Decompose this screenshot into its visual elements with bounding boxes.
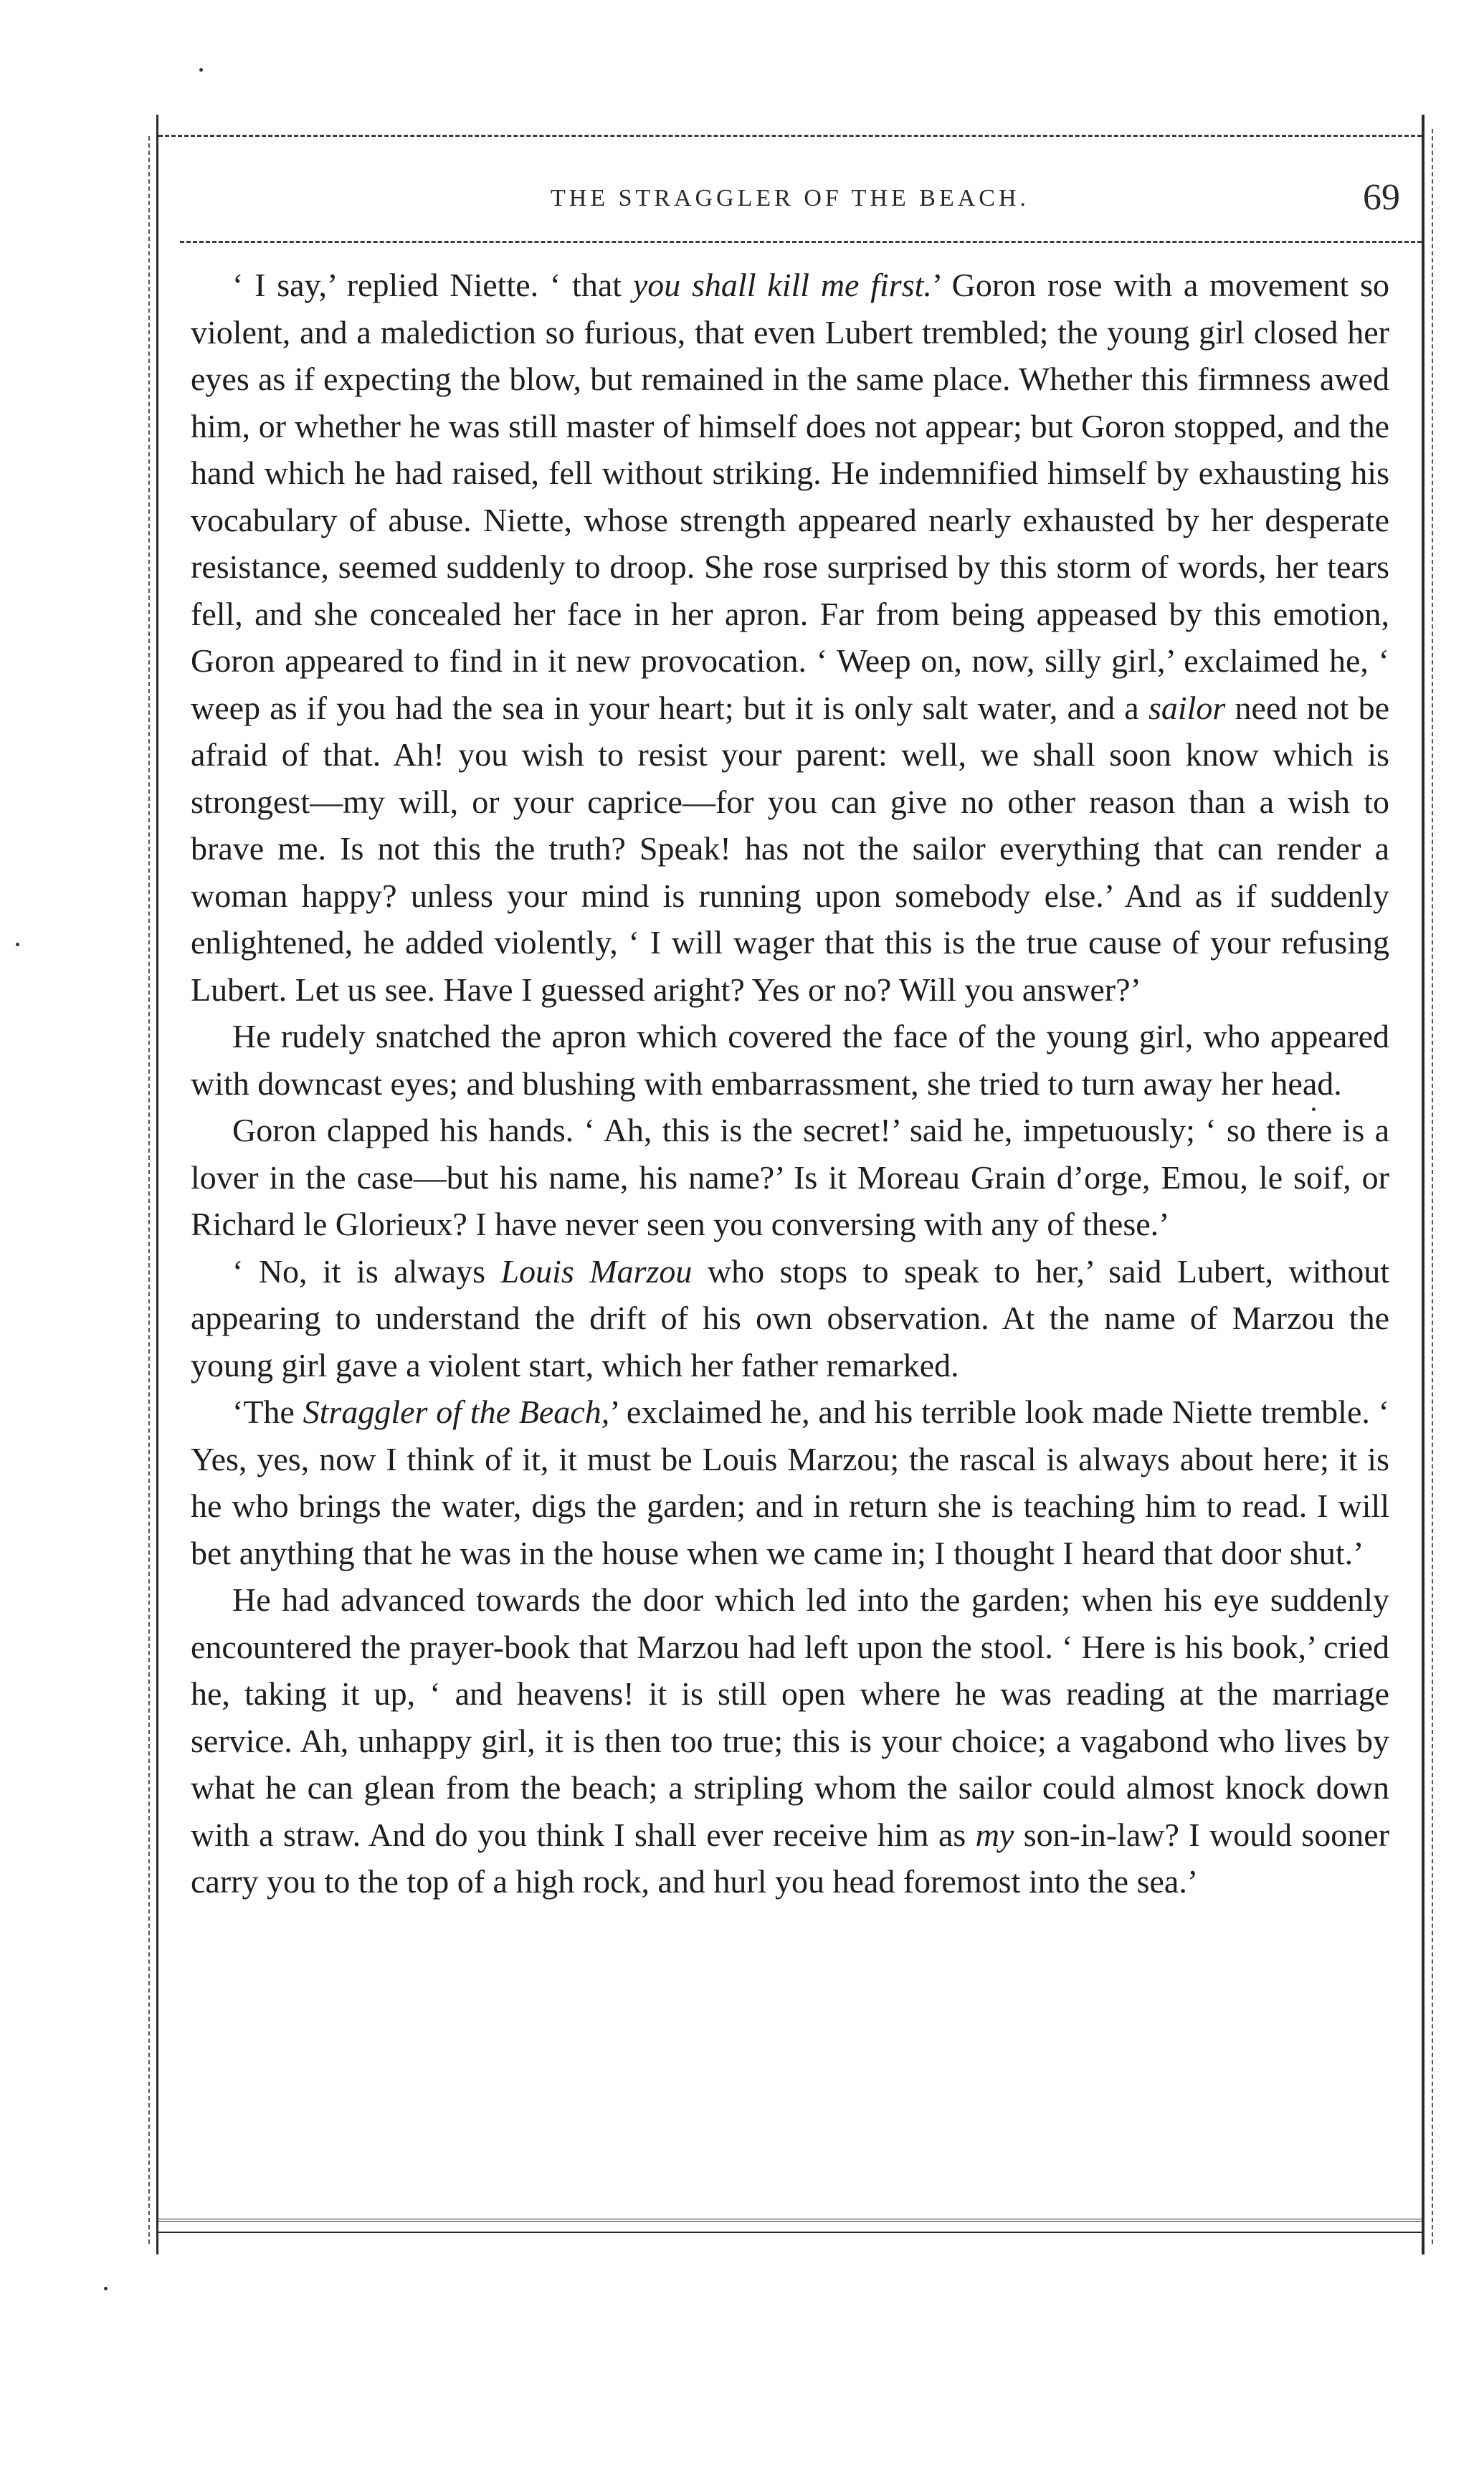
text-run: Goron clapped his hands. ‘ Ah, this is the secret!’ said he, impetuously; ‘ so there is a lover in the case—but his name, his name?’ Is it Moreau Grain d’orge, Emou, le soif, or Richard le Glorieux? I have never seen you conversing with any of these.’ xyxy=(191,1112,1389,1242)
frame-border-left xyxy=(148,136,150,2244)
running-head: THE STRAGGLER OF THE BEACH. xyxy=(551,185,1029,211)
top-rule xyxy=(158,135,1422,137)
body-text xyxy=(191,262,1389,1905)
italic-text: you shall kill me first. xyxy=(632,267,932,303)
text-run: He had advanced towards the door which led into the garden; when his eye suddenly encountered the prayer-book that Marzou had left upon the stool. ‘ Here is his book,’ cried he, taking it up, ‘ and heavens! it is still open where he was reading at the marriage service. Ah, unhappy girl, it is then too true; this is your choice; a vagabond who lives by what he can glean from the beach; a stripling whom the sailor could almost knock down with a straw. And do you think I shall ever receive him as xyxy=(191,1581,1389,1853)
paragraph xyxy=(191,1576,1389,1905)
paragraph xyxy=(191,1107,1389,1248)
text-run: ’ exclaimed he, and his terrible look made Niette tremble. ‘ Yes, yes, now I think of it, it must be Louis Marzou; the rascal is always about here; it is he who brings the water, digs the garden; and in return she is teaching him to read. I will bet anything that he was in the house when we came in; I thought I heard that door shut.’ xyxy=(191,1394,1389,1571)
text-run: ‘The xyxy=(232,1394,303,1430)
text-run: ‘ No, it is always xyxy=(232,1252,501,1290)
italic-text: Louis Marzou xyxy=(500,1252,693,1290)
speck xyxy=(104,2287,108,2290)
header-rule xyxy=(180,241,1422,243)
italic-text: my xyxy=(975,1816,1014,1853)
paragraph xyxy=(191,262,1389,1013)
text-run: ’ Goron rose with a movement so violent, and a malediction so furious, that even Lubert trembled; the young girl closed her eyes as if expecting the blow, but remained in the same place. Whether this firmness awed him, or whether he was still master of himself does not appear; but Goron stopped, and the hand which he had raised, fell without striking. He indemnified himself by exhausting his vocabulary of abuse. Niette, whose strength appeared nearly exhausted by her desperate resistance, seemed suddenly to droop. She rose surprised by this storm of words, her tears fell, and she concealed her face in her apron. Far from being appeased by this emotion, Goron appeared to find in it new provocation. ‘ Weep on, now, silly girl,’ exclaimed he, ‘ weep as if you had the sea in your heart; but it is only salt water, and a xyxy=(191,267,1390,726)
text-run: ‘ I say,’ replied Niette. ‘ that xyxy=(232,267,633,303)
frame-border-right xyxy=(1432,129,1433,2244)
italic-text: Straggler of the Beach, xyxy=(303,1394,610,1430)
speck xyxy=(16,943,19,946)
paragraph xyxy=(191,1389,1389,1576)
italic-text: sailor xyxy=(1148,689,1226,726)
text-run: He rudely snatched the apron which covered the face of the young girl, who appeared with downcast eyes; and blushing with embarrassment, she tried to turn away her head. xyxy=(191,1018,1389,1102)
text-run: son-in-law? I would sooner carry you to the top of a high rock, and hurl you head foremost into the sea.’ xyxy=(191,1816,1390,1900)
page-frame xyxy=(156,115,1424,2255)
speck xyxy=(199,68,203,72)
text-run: who stops to speak to her,’ said Lubert, without appearing to understand the drift of his own observation. At the name of Marzou the young girl gave a violent start, which her father remarked. xyxy=(191,1252,1390,1384)
page-header xyxy=(158,172,1422,229)
page-number: 69 xyxy=(1363,177,1400,218)
text-run: need not be afraid of that. Ah! you wish to resist your parent: well, we shall soon know which is strongest—my will, or your caprice—for you can give no other reason than a wish to brave me. Is not this the truth? Speak! has not the sailor everything that can render a woman happy? unless your mind is running upon somebody else.’ And as if suddenly enlightened, he added violently, ‘ I will wager that this is the true cause of your refusing Lubert. Let us see. Have I guessed aright? Yes or no? Will you answer?’ xyxy=(191,689,1390,1008)
paragraph xyxy=(191,1248,1389,1389)
bottom-rule xyxy=(158,2219,1422,2233)
paragraph xyxy=(191,1013,1389,1107)
